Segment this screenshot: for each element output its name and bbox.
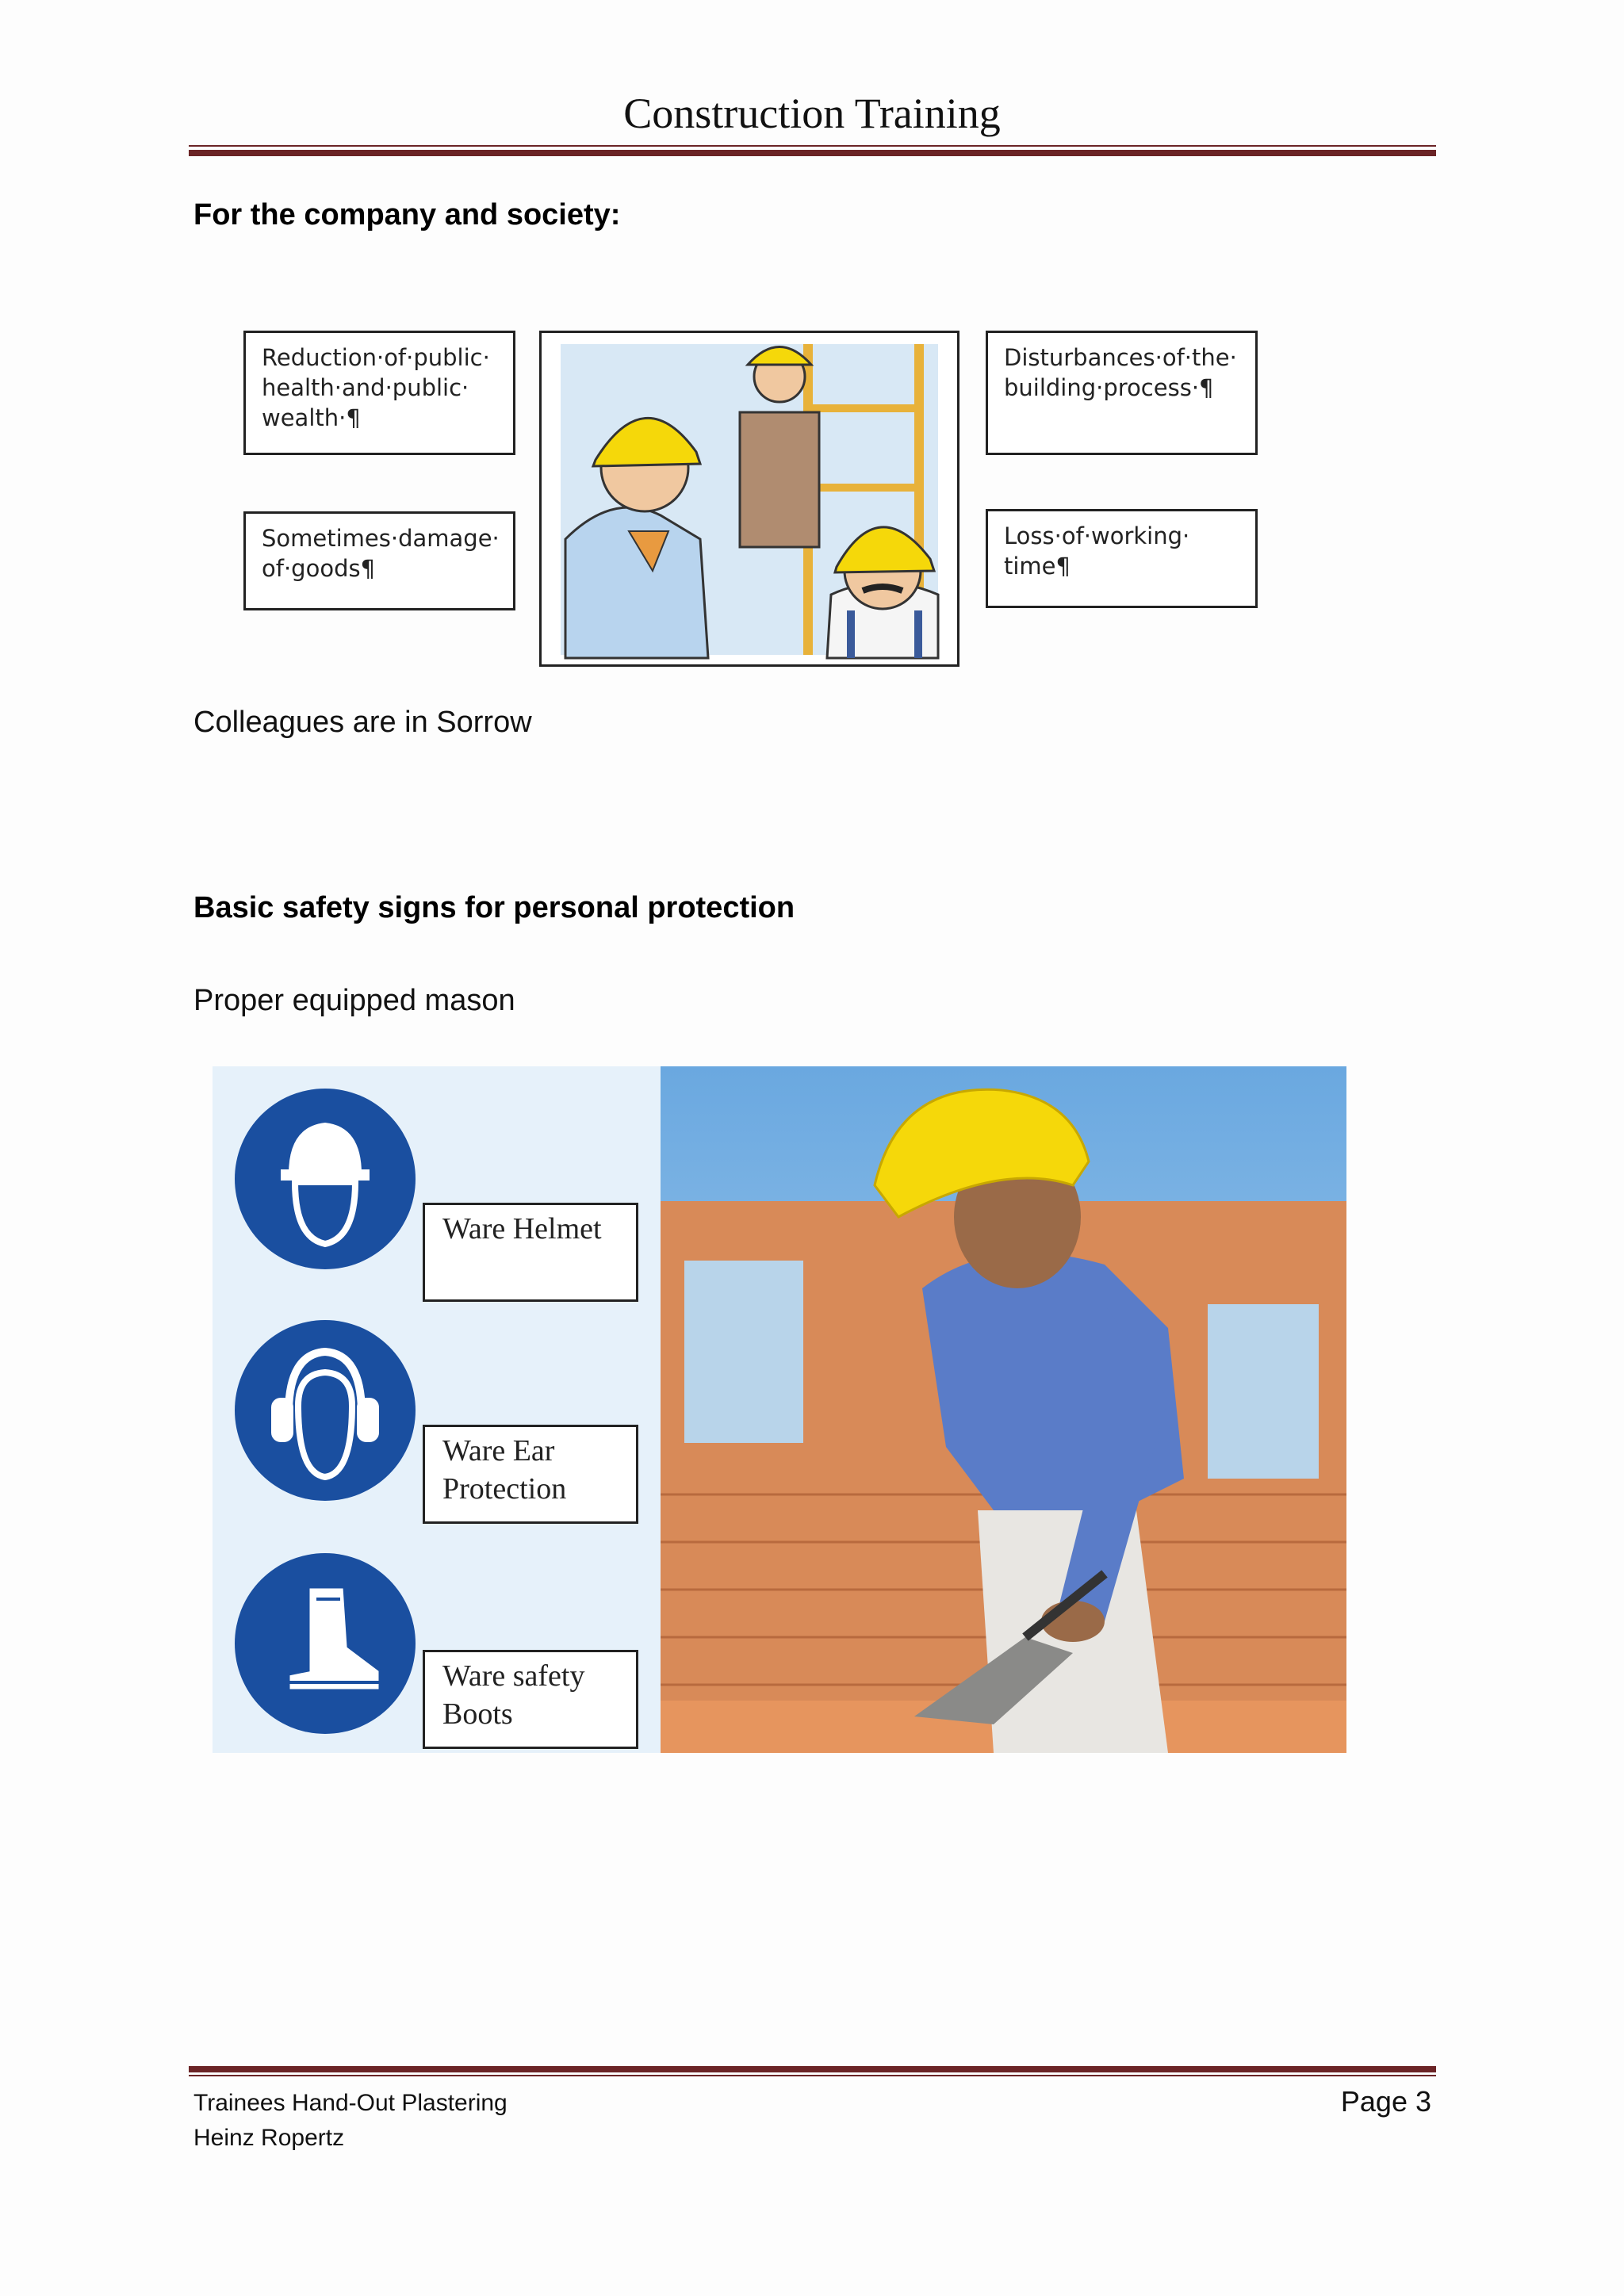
header-rule-thick: [189, 150, 1436, 156]
footer-page-number: Page 3: [1340, 2085, 1431, 2118]
subheading-proper-equipped-mason: Proper equipped mason: [193, 984, 515, 1017]
box-loss-working-time: Loss·of·working· time¶: [986, 509, 1258, 608]
footer-rule-thick: [189, 2066, 1436, 2072]
sign-label-ear-protection: Ware Ear Protection: [423, 1425, 638, 1524]
sign-label-safety-boots: Ware safety Boots: [423, 1650, 638, 1749]
footer-author: Heinz Ropertz: [193, 2125, 345, 2151]
mason-photo: [661, 1066, 1346, 1753]
section-heading-company: For the company and society:: [193, 198, 621, 232]
safety-boots-icon: [233, 1552, 417, 1735]
caption-colleagues-sorrow: Colleagues are in Sorrow: [193, 706, 532, 739]
workers-illustration-frame: [539, 331, 959, 667]
page-header-title: Construction Training: [623, 90, 1001, 137]
safety-signs-panel: [213, 1066, 661, 1753]
footer-rule-thin: [189, 2075, 1436, 2076]
sign-label-helmet: Ware Helmet: [423, 1203, 638, 1302]
ear-protection-icon: [233, 1318, 417, 1502]
workers-illustration: [542, 333, 957, 664]
box-reduction-public-health: Reduction·of·public· health·and·public· wealth·¶: [243, 331, 515, 455]
header-rule-thin: [189, 145, 1436, 147]
helmet-icon: [233, 1087, 417, 1271]
box-disturbances-building: Disturbances·of·the· building·process·¶: [986, 331, 1258, 455]
section-heading-safety-signs: Basic safety signs for personal protection: [193, 891, 795, 924]
footer-document-title: Trainees Hand-Out Plastering: [193, 2090, 508, 2116]
box-damage-of-goods: Sometimes·damage· of·goods¶: [243, 511, 515, 610]
